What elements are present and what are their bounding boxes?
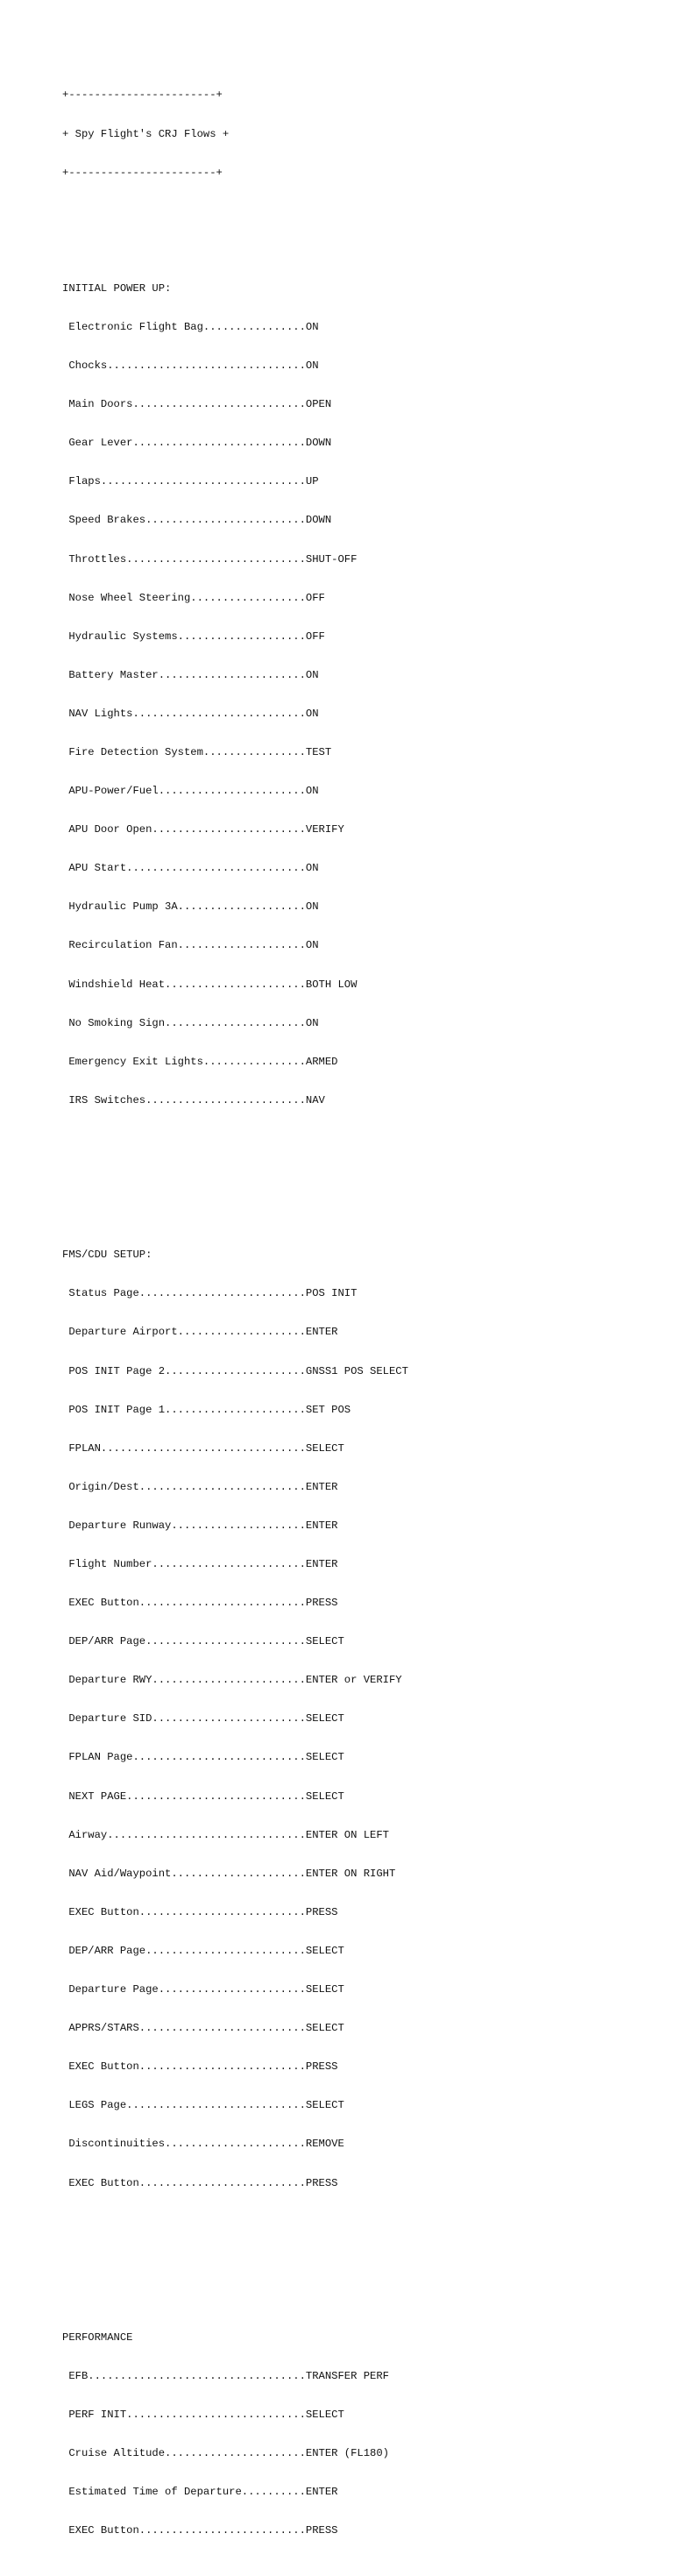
checklist-item: Flight Number........................ENTER xyxy=(62,1558,338,1571)
checklist-item: Fire Detection System................TEST xyxy=(62,746,332,759)
checklist-item: NAV Lights...........................ON xyxy=(62,707,319,720)
checklist-item: Emergency Exit Lights................ARMED xyxy=(62,1055,338,1068)
checklist-item: Hydraulic Pump 3A....................ON xyxy=(62,900,319,914)
checklist-item: Chocks...............................ON xyxy=(62,359,319,373)
checklist-item: APU Start............................ON xyxy=(62,862,319,875)
spacer xyxy=(62,2254,408,2267)
checklist-item: NAV Aid/Waypoint.....................ENTER ON RIGHT xyxy=(62,1867,396,1880)
checklist-item: Departure Airport....................ENTER xyxy=(62,1326,338,1339)
section-title: PERFORMANCE xyxy=(62,2330,133,2344)
checklist-item: PERF INIT............................SELECT xyxy=(62,2409,344,2422)
checklist-item: Flaps................................UP xyxy=(62,475,319,488)
checklist-item: Hydraulic Systems....................OFF xyxy=(62,630,325,643)
spacer xyxy=(62,205,408,218)
checklist-item: IRS Switches.........................NAV xyxy=(62,1093,325,1107)
checklist-item: Airway...............................ENTER ON LEFT xyxy=(62,1828,389,1841)
checklist-item: Gear Lever...........................DOWN xyxy=(62,437,332,450)
flows-document xyxy=(62,63,408,2576)
checklist-item: Departure RWY........................ENTER or VERIFY xyxy=(62,1674,402,1687)
checklist-item: Origin/Dest..........................ENTER xyxy=(62,1480,338,1493)
checklist-item: EXEC Button..........................PRESS xyxy=(62,2060,338,2074)
checklist-item: Departure SID........................SELECT xyxy=(62,1712,344,1726)
checklist-item: EXEC Button..........................PRESS xyxy=(62,2176,338,2189)
checklist-item: APU-Power/Fuel.......................ON xyxy=(62,785,319,798)
checklist-item: DEP/ARR Page.........................SELECT xyxy=(62,1635,344,1648)
section-title: FMS/CDU SETUP: xyxy=(62,1249,152,1262)
checklist-item: Speed Brakes.........................DOWN xyxy=(62,514,332,527)
section-title: INITIAL POWER UP: xyxy=(62,281,172,295)
section-initial-power-up xyxy=(62,256,408,1132)
section-fms-cdu-setup xyxy=(62,1223,408,2216)
checklist-item: EFB..................................TRANSFER PERF xyxy=(62,2370,389,2383)
checklist-item: EXEC Button..........................PRESS xyxy=(62,2524,338,2537)
checklist-item: NEXT PAGE............................SELECT xyxy=(62,1790,344,1803)
checklist-item: Departure Runway.....................ENTER xyxy=(62,1519,338,1532)
checklist-item: APU Door Open........................VERIFY xyxy=(62,823,344,836)
checklist-item: Nose Wheel Steering..................OFF xyxy=(62,591,325,604)
checklist-item: Estimated Time of Departure..........ENTER xyxy=(62,2486,338,2499)
checklist-item: POS INIT Page 2......................GNSS1 POS SELECT xyxy=(62,1364,408,1377)
spacer xyxy=(62,1171,408,1185)
checklist-item: DEP/ARR Page.........................SELECT xyxy=(62,1944,344,1957)
checklist-item: POS INIT Page 1......................SET POS xyxy=(62,1403,351,1416)
section-performance xyxy=(62,2306,408,2564)
document-title: + Spy Flight's CRJ Flows + xyxy=(62,127,230,140)
checklist-item: Battery Master.......................ON xyxy=(62,668,319,681)
checklist-item: Electronic Flight Bag................ON xyxy=(62,320,319,333)
checklist-item: Main Doors...........................OPEN xyxy=(62,398,332,411)
checklist-item: EXEC Button..........................PRESS xyxy=(62,1905,338,1918)
checklist-item: LEGS Page............................SELECT xyxy=(62,2099,344,2112)
checklist-item: FPLAN................................SELECT xyxy=(62,1441,344,1455)
checklist-item: Cruise Altitude......................ENTER (FL180) xyxy=(62,2447,389,2460)
checklist-item: Throttles............................SHUT-OFF xyxy=(62,552,358,566)
checklist-item: Recirculation Fan....................ON xyxy=(62,939,319,952)
checklist-item: EXEC Button..........................PRESS xyxy=(62,1597,338,1610)
checklist-item: No Smoking Sign......................ON xyxy=(62,1016,319,1029)
checklist-item: APPRS/STARS..........................SELECT xyxy=(62,2022,344,2035)
checklist-item: Discontinuities......................REMOVE xyxy=(62,2138,344,2151)
checklist-item: FPLAN Page...........................SELECT xyxy=(62,1751,344,1764)
banner-bottom-border: +-----------------------+ xyxy=(62,166,223,179)
checklist-item: Status Page..........................POS INIT xyxy=(62,1287,358,1300)
checklist-item: Windshield Heat......................BOTH LOW xyxy=(62,978,358,991)
banner-top-border: +-----------------------+ xyxy=(62,89,223,102)
checklist-item: Departure Page.......................SELECT xyxy=(62,1983,344,1996)
